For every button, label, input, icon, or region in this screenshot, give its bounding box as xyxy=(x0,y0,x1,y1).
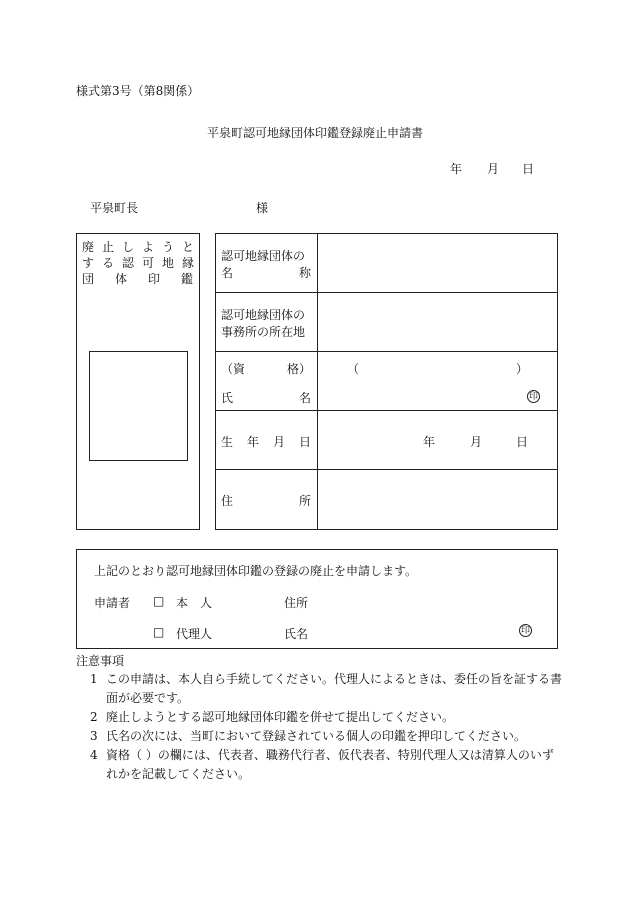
option-agent-label: 代理人 xyxy=(176,627,213,641)
group-name-label-char1: 名 xyxy=(221,266,234,280)
date-month-label: 月 xyxy=(487,162,500,176)
address-label xyxy=(221,492,311,509)
note-text: 資格（ ）の欄には、代表者、職務代行者、仮代表者、特別代理人又は清算人のいずれかを記載してください。 xyxy=(106,748,554,781)
seal-impression-box[interactable] xyxy=(89,351,188,461)
name-label-char1: 氏 xyxy=(221,391,234,405)
birth-date-label-char2: 年 xyxy=(246,435,259,449)
note-item-3 xyxy=(76,727,562,746)
note-item-2 xyxy=(76,708,562,727)
note-text: 廃止しようとする認可地縁団体印鑑を併せて提出してください。 xyxy=(106,710,455,724)
name-label xyxy=(221,389,311,406)
qualification-paren-close: ） xyxy=(516,362,529,376)
note-number: 4 xyxy=(90,748,98,762)
table-row-divider xyxy=(215,351,558,352)
note-item-4 xyxy=(76,746,562,784)
note-item-1 xyxy=(76,670,562,708)
form-number: 様式第3号（第8関係） xyxy=(76,84,200,98)
birth-month-label: 月 xyxy=(470,435,483,449)
birth-date-label-char4: 日 xyxy=(298,435,311,449)
applicant-address-label: 住所 xyxy=(284,596,309,610)
office-address-label-line1: 認可地縁団体の xyxy=(221,308,306,322)
table-column-divider xyxy=(317,233,318,530)
option-self-label: 本 人 xyxy=(176,596,213,610)
office-address-label-line2: 事務所の所在地 xyxy=(221,325,306,339)
name-field[interactable] xyxy=(330,384,515,406)
note-number: 1 xyxy=(90,672,98,686)
seal-panel-line-2 xyxy=(82,254,203,271)
qualification-field[interactable] xyxy=(360,356,510,376)
checkbox-self[interactable]: □ xyxy=(153,594,165,608)
address-field[interactable] xyxy=(319,470,556,529)
qualification-label-part1: （資 xyxy=(221,362,246,376)
seal-mark-icon: 印 xyxy=(528,392,538,402)
group-name-label-line2 xyxy=(221,264,311,281)
birth-year-label: 年 xyxy=(423,435,436,449)
qualification-label-part2: 格） xyxy=(286,362,311,376)
group-name-label-line1: 認可地縁団体の xyxy=(221,249,306,263)
note-text: 氏名の次には、当町において登録されている個人の印鑑を押印してください。 xyxy=(106,729,527,743)
birth-date-label xyxy=(221,433,311,450)
seal-panel-text-3: 団体印鑑 xyxy=(82,272,215,286)
applicant-name-field[interactable] xyxy=(314,621,514,641)
applicant-label: 申請者 xyxy=(94,596,131,610)
applicant-name-label: 氏名 xyxy=(284,627,309,641)
address-label-char2: 所 xyxy=(298,494,311,508)
form-title: 平泉町認可地縁団体印鑑登録廃止申請書 xyxy=(206,126,423,140)
seal-panel-text-2: する認可地縁 xyxy=(82,256,203,270)
applicant-address-field[interactable] xyxy=(314,590,544,610)
qualification-paren-open: （ xyxy=(347,362,360,376)
birth-date-label-char1: 生 xyxy=(221,435,234,449)
declaration-statement: 上記のとおり認可地縁団体印鑑の登録の廃止を申請します。 xyxy=(94,564,418,578)
note-text: この申請は、本人自ら手続してください。代理人によるときは、委任の旨を証する書面が必要です。 xyxy=(106,672,563,705)
addressee: 平泉町長 xyxy=(90,201,139,215)
group-name-label-char2: 称 xyxy=(298,266,311,280)
notes-heading: 注意事項 xyxy=(76,654,125,668)
address-label-char1: 住 xyxy=(221,494,234,508)
birth-day-label: 日 xyxy=(516,435,529,449)
addressee-suffix: 様 xyxy=(256,201,269,215)
office-address-field[interactable] xyxy=(319,293,556,350)
group-name-field[interactable] xyxy=(319,234,556,291)
applicant-seal-mark-icon: 印 xyxy=(520,626,530,636)
birth-date-field[interactable] xyxy=(319,411,556,468)
note-number: 3 xyxy=(90,729,98,743)
seal-panel-line-1 xyxy=(82,238,203,255)
birth-date-label-char3: 月 xyxy=(272,435,285,449)
date-year-label: 年 xyxy=(450,162,463,176)
name-label-char2: 名 xyxy=(298,391,311,405)
date-day-label: 日 xyxy=(522,162,535,176)
note-number: 2 xyxy=(90,710,98,724)
qualification-label xyxy=(221,360,311,377)
checkbox-agent[interactable]: □ xyxy=(153,625,165,639)
seal-panel-text-1: 廃止しようと xyxy=(82,240,203,254)
